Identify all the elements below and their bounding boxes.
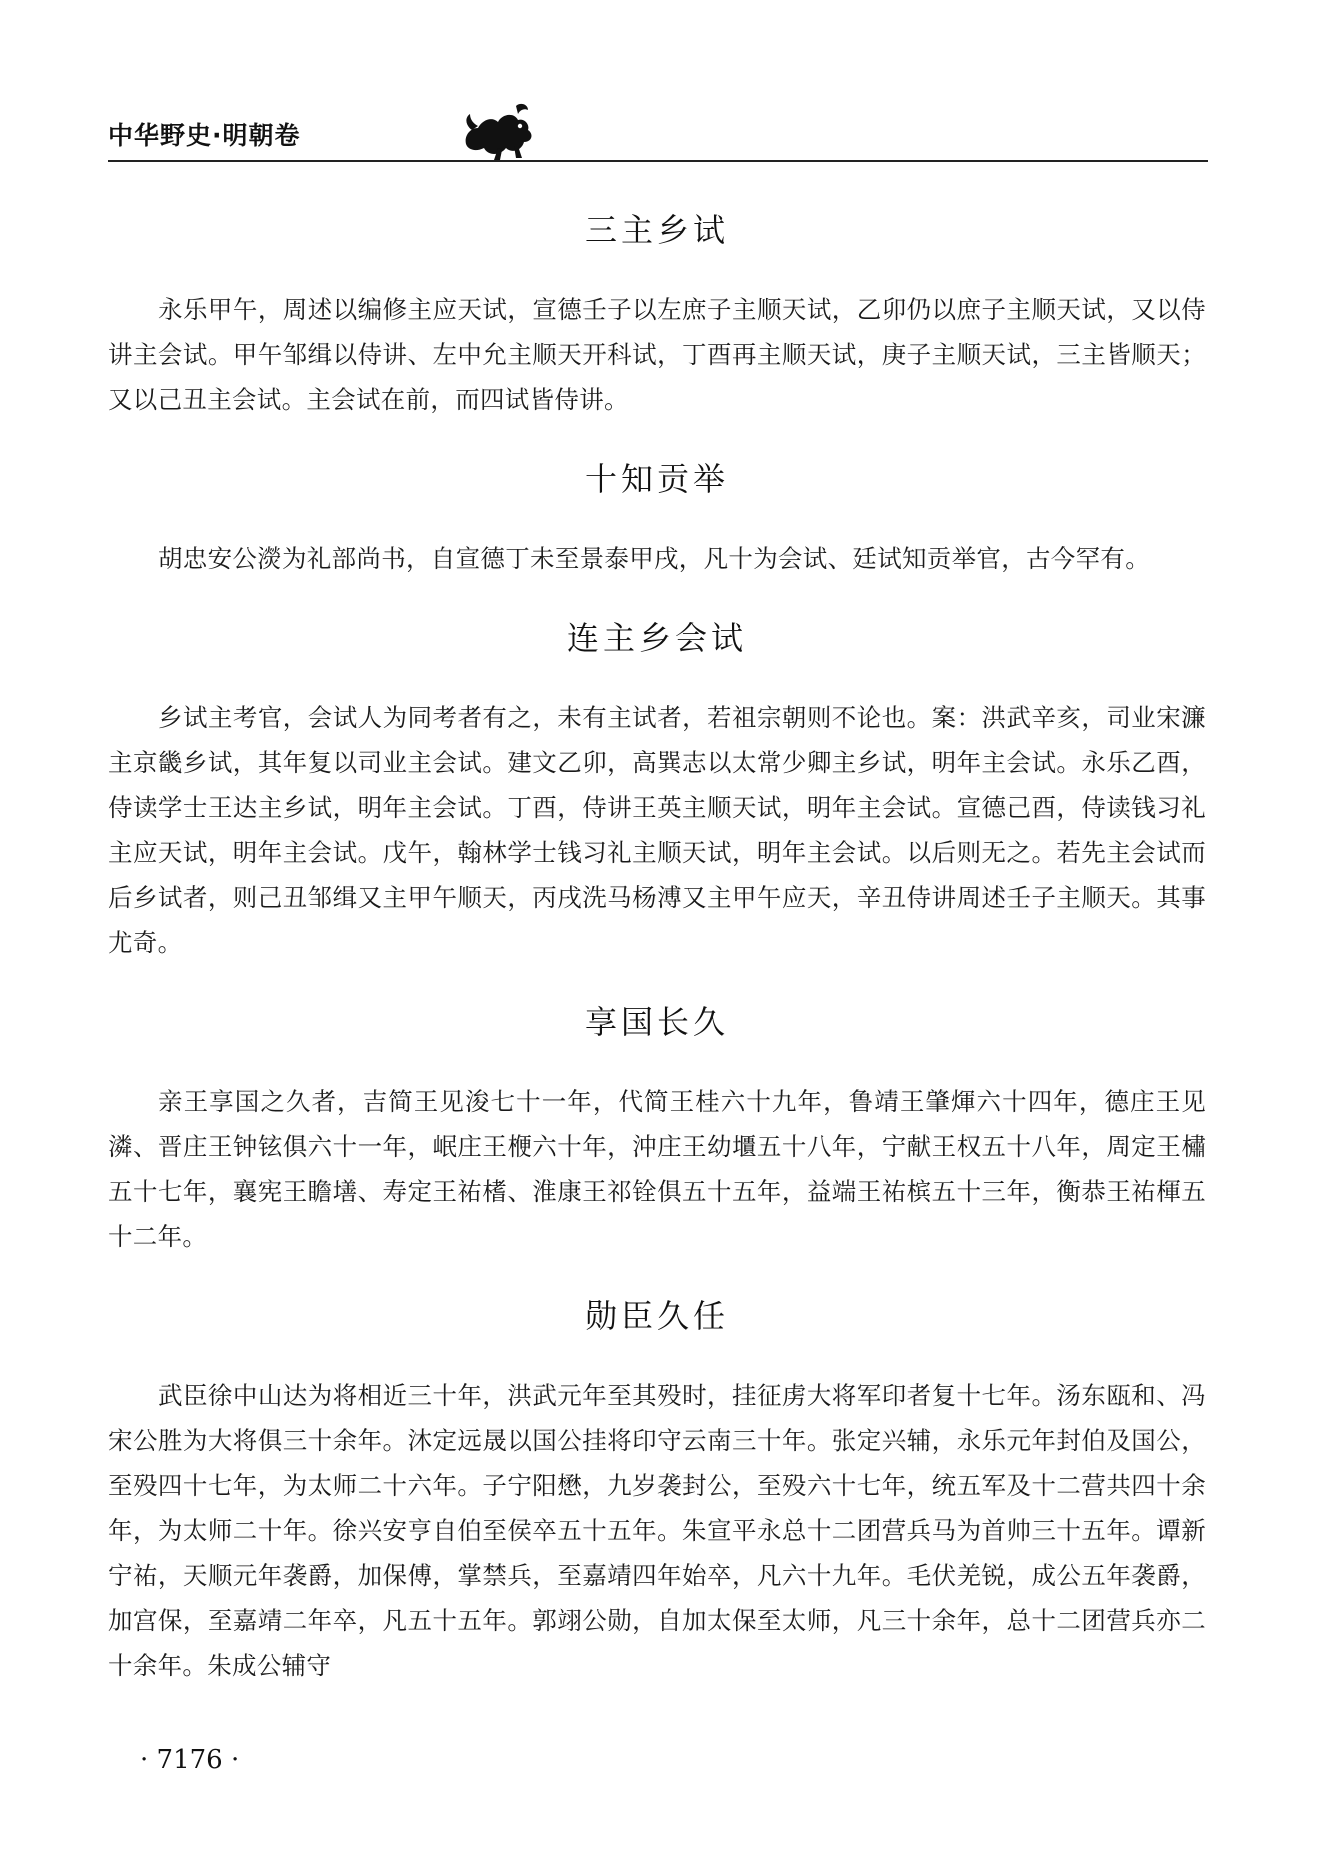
book-title: 中华野史·明朝卷 <box>108 121 301 150</box>
section-body: 胡忠安公濙为礼部尚书，自宣德丁未至景泰甲戌，凡十为会试、廷试知贡举官，古今罕有。 <box>158 544 1150 573</box>
section-shi-zhi-gong-ju <box>108 454 1206 581</box>
section-title: 三主乡试 <box>584 211 729 249</box>
page-number: · 7176 · <box>140 1745 240 1775</box>
section-lian-zhu-xiang-hui-shi <box>108 613 1206 965</box>
section-san-zhu-xiang-shi <box>108 205 1206 422</box>
section-title: 连主乡会试 <box>566 619 747 657</box>
header-rule <box>108 160 1208 162</box>
section-title: 十知贡举 <box>584 460 729 498</box>
section-title: 勋臣久任 <box>584 1297 729 1335</box>
section-body: 武臣徐中山达为将相近三十年，洪武元年至其殁时，挂征虏大将军印者复十七年。汤东瓯和、冯宋公胜为大将俱三十余年。沐定远晟以国公挂将印守云南三十年。张定兴辅，永乐元年封伯及国公，至殁四十七年，为太师二十六年。子宁阳懋，九岁袭封公，至殁六十七年，统五军及十二营共四十余年，为太师二十年。徐兴安亨自伯至侯卒五十五年。朱宣平永总十二团营兵马为首帅三十五年。谭新宁祐，天顺元年袭爵，加保傅，掌禁兵，至嘉靖四年始卒，凡六十九年。毛伏羌锐，成公五年袭爵，加宫保，至嘉靖二年卒，凡五十五年。郭翊公勋，自加太保至太师，凡三十余年，总十二团营兵亦二十余年。朱成公辅守 <box>108 1381 1206 1680</box>
section-body: 永乐甲午，周述以编修主应天试，宣德壬子以左庶子主顺天试，乙卯仍以庶子主顺天试，又以侍讲主会试。甲午邹缉以侍讲、左中允主顺天开科试，丁酉再主顺天试，庚子主顺天试，三主皆顺天；又以己丑主会试。主会试在前，而四试皆侍讲。 <box>108 295 1206 414</box>
page-header <box>108 100 1208 170</box>
section-xiang-guo-chang-jiu <box>108 997 1206 1259</box>
section-title: 享国长久 <box>584 1003 729 1041</box>
section-xun-chen-jiu-ren <box>108 1291 1206 1688</box>
main-content <box>108 205 1206 1720</box>
dragon-emblem-icon <box>458 100 538 162</box>
section-body: 亲王享国之久者，吉简王见浚七十一年，代简王桂六十九年，鲁靖王肇煇六十四年，德庄王见潾、晋庄王钟铉俱六十一年，岷庄王楩六十年，沖庄王幼㙺五十八年，宁献王权五十八年，周定王橚五十七年，襄宪王瞻墡、寿定王祐榰、淮康王祁铨俱五十五年，益端王祐槟五十三年，衡恭王祐楎五十二年。 <box>108 1087 1206 1251</box>
section-body: 乡试主考官，会试人为同考者有之，未有主试者，若祖宗朝则不论也。案：洪武辛亥，司业宋濂主京畿乡试，其年复以司业主会试。建文乙卯，高巽志以太常少卿主乡试，明年主会试。永乐乙酉，侍读学士王达主乡试，明年主会试。丁酉，侍讲王英主顺天试，明年主会试。宣德己酉，侍读钱习礼主应天试，明年主会试。戊午，翰林学士钱习礼主顺天试，明年主会试。以后则无之。若先主会试而后乡试者，则己丑邹缉又主甲午顺天，丙戌洗马杨溥又主甲午应天，辛丑侍讲周述壬子主顺天。其事尤奇。 <box>108 703 1206 957</box>
